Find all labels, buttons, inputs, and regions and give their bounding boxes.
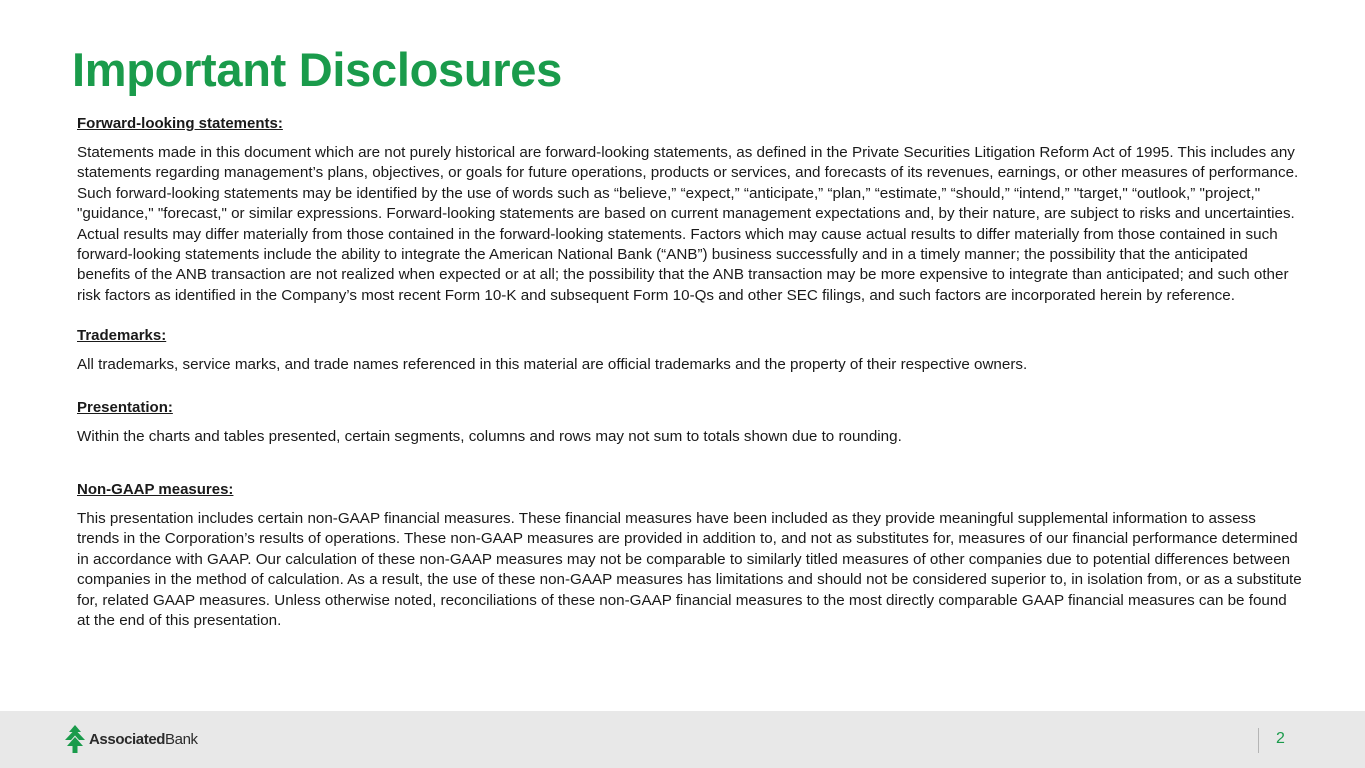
section-non-gaap <box>77 480 1302 631</box>
logo-wordmark <box>89 731 198 748</box>
logo-text-bold: Associated <box>89 730 166 748</box>
tree-logo-icon <box>64 725 86 753</box>
section-heading: Presentation: <box>77 398 173 416</box>
footer-bar <box>0 711 1365 768</box>
logo-text-regular: Bank <box>165 730 198 748</box>
section-body: This presentation includes certain non-GAAP financial measures. These financial measures have been included as they provide meaningful supplemental information to assess trends in the Corporation’s results of operations. These non-GAAP measures are provided in addition to, and not as substitutes for, measures of our financial performance determined in accordance with GAAP. Our calculation of these non-GAAP measures may not be comparable to similarly titled measures of other companies due to potential differences between companies in the method of calculation. As a result, the use of these non-GAAP measures has limitations and should not be considered superior to, in isolation from, or as a substitute for, related GAAP measures. Unless otherwise noted, reconciliations of these non-GAAP financial measures to the most directly comparable GAAP financial measures can be found at the end of this presentation. <box>77 510 1302 630</box>
page-number: 2 <box>1276 730 1285 747</box>
page-title: Important Disclosures <box>72 43 562 96</box>
section-presentation <box>77 398 1302 447</box>
disclosures-content <box>77 114 1302 632</box>
section-trademarks <box>77 326 1302 375</box>
section-forward-looking <box>77 114 1302 306</box>
section-heading: Non-GAAP measures: <box>77 481 234 499</box>
section-body: All trademarks, service marks, and trade names referenced in this material are official trademarks and the property of their respective owners. <box>77 356 1028 374</box>
section-heading: Trademarks: <box>77 327 167 345</box>
section-heading: Forward-looking statements: <box>77 115 283 132</box>
section-body: Statements made in this document which are not purely historical are forward-looking statements, as defined in the Private Securities Litigation Reform Act of 1995. This includes any statements regarding management’s plans, objectives, or goals for future operations, products or services, and forecasts of its revenues, earnings, or other measures of performance. Such forward-looking statements may be identified by the use of words such as “believe,” “expect,” “anticipate,” “plan,” “estimate,” “should,” “intend,” "target," “outlook,” "project," "guidance," "forecast," or similar expressions. Forward-looking statements are based on current management expectations and, by their nature, are subject to risks and uncertainties. Actual results may differ materially from those contained in the forward-looking statements. Factors which may cause actual results to differ materially from those contained in such forward-looking statements include the ability to integrate the American National Bank (“ANB”) business successfully and in a timely manner; the possibility that the anticipated benefits of the ANB transaction are not realized when expected or at all; the possibility that the ANB transaction may be more expensive to integrate than anticipated; and such other risk factors as identified in the Company’s most recent Form 10-K and subsequent Form 10-Qs and other SEC filings, and such factors are incorporated herein by reference. <box>77 144 1299 304</box>
company-logo <box>64 725 198 753</box>
section-body: Within the charts and tables presented, certain segments, columns and rows may not sum to totals shown due to rounding. <box>77 427 902 445</box>
footer-divider <box>1258 728 1259 753</box>
